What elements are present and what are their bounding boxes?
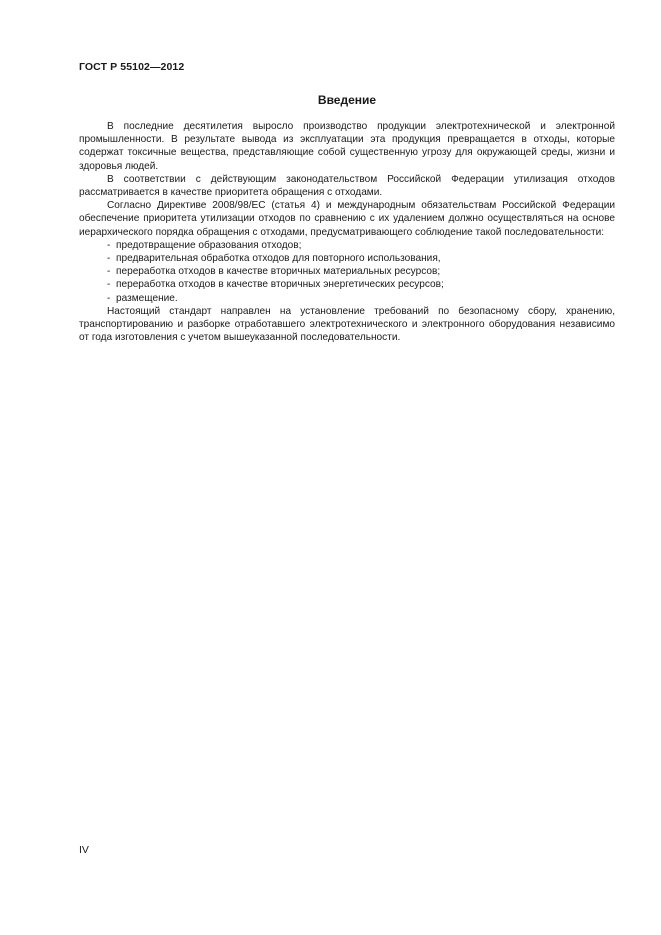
list-bullet: -: [107, 266, 111, 278]
list-bullet: -: [107, 279, 111, 291]
paragraph-scope: Настоящий стандарт направлен на установление требований по безопасному сбору, хранению, транспортированию и разборке отработавшего электротехнического и электронного оборудования независимо от года изготовления с учетом вышеуказанной последовательности.: [79, 305, 615, 344]
list-item: [79, 239, 615, 252]
paragraph-intro: В последние десятилетия выросло производство продукции электротехнической и электронной промышленности. В результате вывода из эксплуатации эта продукция превращается в отходы, которые содержат токсичные вещества, представляющие собой существенную угрозу для окружающей среды, жизни и здоровья людей.: [79, 121, 615, 172]
hierarchy-list: [79, 239, 615, 305]
list-item: [79, 252, 615, 265]
list-item: [79, 292, 615, 305]
list-item-text: переработка отходов в качестве вторичных материальных ресурсов;: [116, 266, 441, 278]
list-bullet: -: [107, 239, 111, 251]
list-item: [79, 278, 615, 291]
list-item-text: предотвращение образования отходов;: [116, 239, 302, 251]
section-title: Введение: [317, 93, 377, 107]
list-item-text: переработка отходов в качестве вторичных энергетических ресурсов;: [116, 279, 444, 291]
list-item: [79, 265, 615, 278]
list-bullet: -: [107, 292, 111, 304]
paragraph-directive: Согласно Директиве 2008/98/EC (статья 4) и международным обязательствам Российской Федерации обеспечение приоритета утилизации отходов по сравнению с их удалением должно осуществляться на основе иерархического порядка обращения с отходами, предусматривающего соблюдение такой последовательности:: [79, 200, 615, 238]
list-item-text: предварительная обработка отходов для повторного использования,: [116, 253, 441, 265]
list-item-text: размещение.: [116, 292, 178, 304]
document-body: [79, 120, 615, 344]
paragraph-legislation: В соответствии с действующим законодательством Российской Федерации утилизация отходов рассматривается в качестве приоритета обращения с отходами.: [79, 173, 615, 199]
list-bullet: -: [107, 253, 111, 265]
document-code-header: ГОСТ Р 55102—2012: [79, 61, 185, 73]
page-number: IV: [79, 844, 89, 856]
